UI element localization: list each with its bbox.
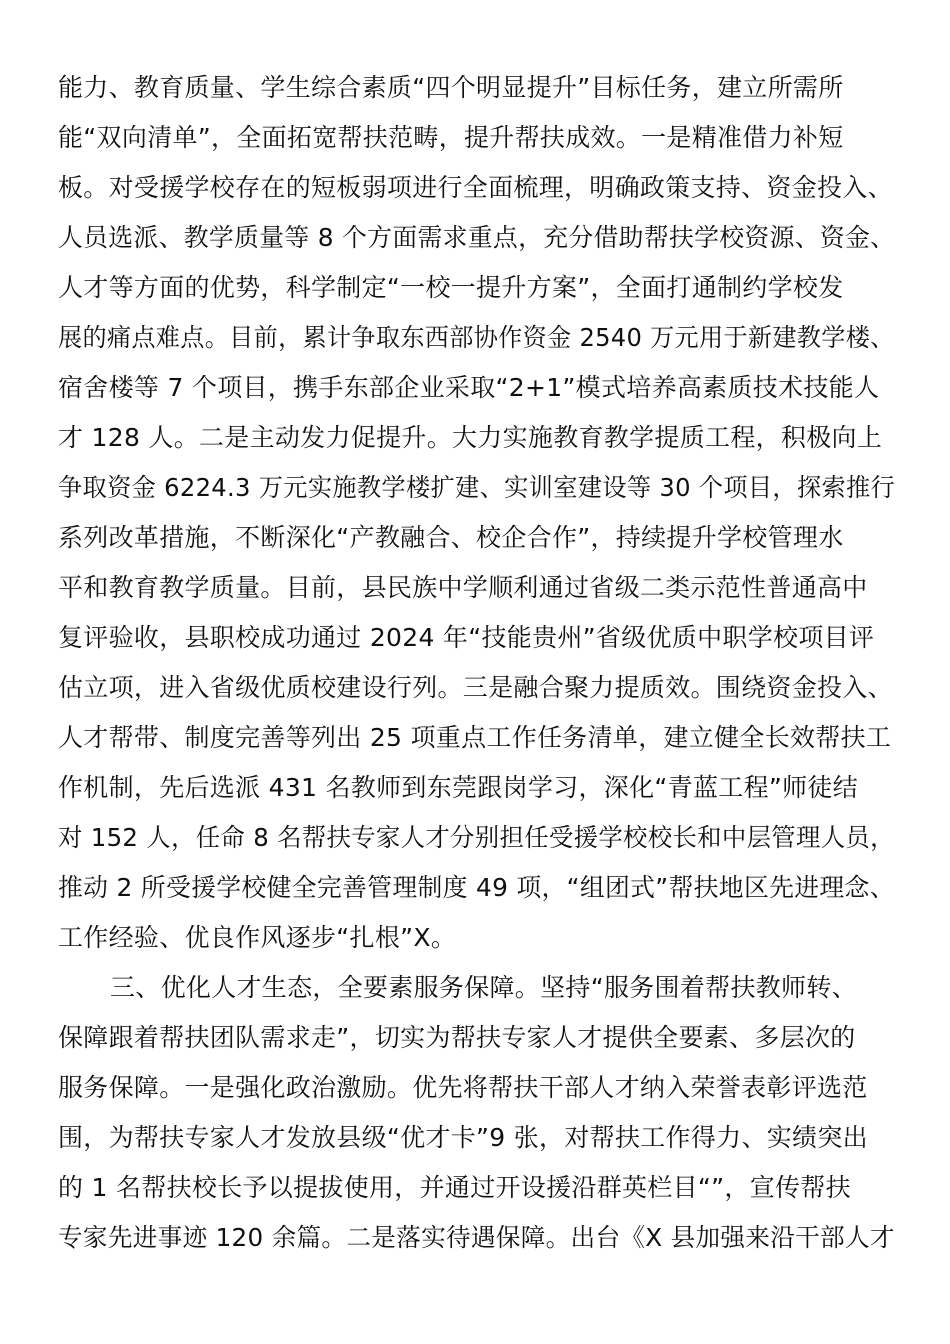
text-line: 能力、教育质量、学生综合素质“四个明显提升”目标任务，建立所需所 xyxy=(58,73,844,102)
text-line: 系列改革措施，不断深化“产教融合、校企合作”，持续提升学校管理水 xyxy=(58,523,844,552)
text-line: 人才等方面的优势，科学制定“一校一提升方案”，全面打通制约学校发 xyxy=(58,273,844,302)
text-line: 能“双向清单”，全面拓宽帮扶范畴，提升帮扶成效。一是精准借力补短 xyxy=(58,123,844,152)
text-line: 人员选派、教学质量等 8 个方面需求重点，充分借助帮扶学校资源、资金、 xyxy=(58,223,896,252)
text-line: 才 128 人。二是主动发力促提升。大力实施教育教学提质工程，积极向上 xyxy=(58,423,883,452)
text-line: 围，为帮扶专家人才发放县级“优才卡”9 张，对帮扶工作得力、实绩突出 xyxy=(58,1123,868,1152)
text-line: 复评验收，县职校成功通过 2024 年“技能贵州”省级优质中职学校项目评 xyxy=(58,623,875,652)
text-line: 推动 2 所受援学校健全完善管理制度 49 项，“组团式”帮扶地区先进理念、 xyxy=(58,873,895,902)
text-line: 板。对受援学校存在的短板弱项进行全面梳理，明确政策支持、资金投入、 xyxy=(58,173,893,202)
text-line: 对 152 人，任命 8 名帮扶专家人才分别担任受援学校校长和中层管理人员， xyxy=(58,823,895,852)
text-line: 专家先进事迹 120 余篇。二是落实待遇保障。出台《X 县加强来沿干部人才 xyxy=(58,1223,895,1252)
text-line: 作机制，先后选派 431 名教师到东莞跟岗学习，深化“青蓝工程”师徒结 xyxy=(58,773,859,802)
text-line: 争取资金 6224.3 万元实施教学楼扩建、实训室建设等 30 个项目，探索推行 xyxy=(58,473,896,502)
text-line: 估立项，进入省级优质校建设行列。三是融合聚力提质效。围绕资金投入、 xyxy=(58,673,893,702)
text-line: 工作经验、优良作风逐步“扎根”X。 xyxy=(58,923,457,952)
text-line: 的 1 名帮扶校长予以提拔使用，并通过开设援沿群英栏目“”，宣传帮扶 xyxy=(58,1173,851,1202)
text-line: 保障跟着帮扶团队需求走”，切实为帮扶专家人才提供全要素、多层次的 xyxy=(58,1023,856,1052)
text-line: 宿舍楼等 7 个项目，携手东部企业采取“2+1”模式培养高素质技术技能人 xyxy=(58,373,880,402)
text-line: 人才帮带、制度完善等列出 25 项重点工作任务清单，建立健全长效帮扶工 xyxy=(58,723,892,752)
text-line: 展的痛点难点。目前，累计争取东西部协作资金 2540 万元用于新建教学楼、 xyxy=(58,323,895,352)
text-line: 平和教育教学质量。目前，县民族中学顺利通过省级二类示范性普通高中 xyxy=(58,573,868,602)
section-heading-line: 三、优化人才生态，全要素服务保障。坚持“服务围着帮扶教师转、 xyxy=(110,973,857,1002)
text-line: 服务保障。一是强化政治激励。优先将帮扶干部人才纳入荣誉表彰评选范 xyxy=(58,1073,868,1102)
